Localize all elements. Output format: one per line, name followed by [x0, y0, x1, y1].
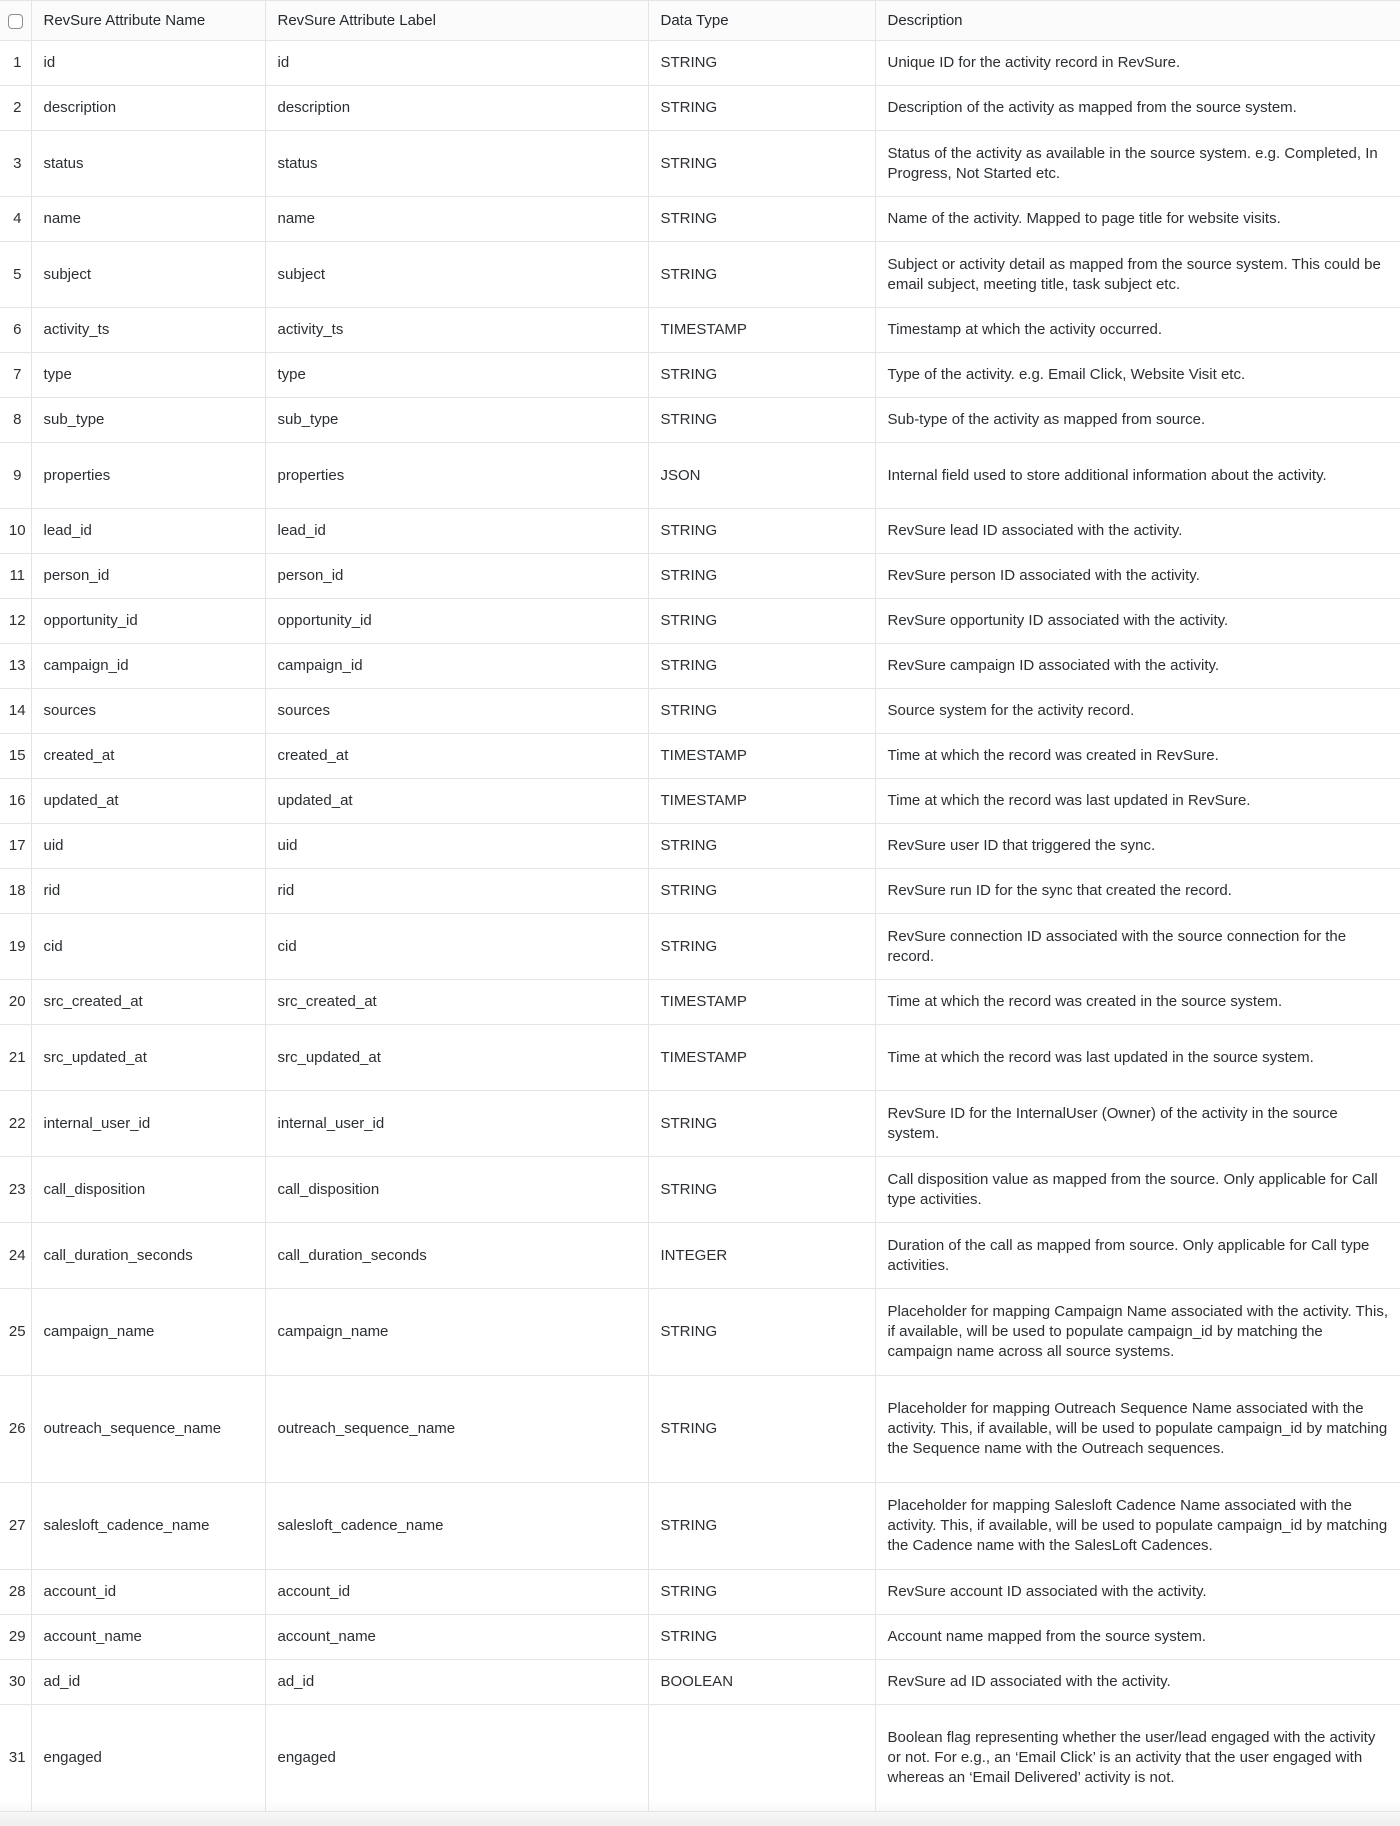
- attribute-name-cell: salesloft_cadence_name: [31, 1483, 265, 1570]
- attribute-label-cell: account_id: [265, 1570, 648, 1615]
- attribute-name-cell: sources: [31, 689, 265, 734]
- data-type-cell: STRING: [648, 398, 875, 443]
- description-cell: Account name mapped from the source system.: [875, 1615, 1400, 1660]
- attribute-name-cell: engaged: [31, 1705, 265, 1812]
- description-cell: Time at which the record was last updated in RevSure.: [875, 779, 1400, 824]
- data-type-cell: STRING: [648, 869, 875, 914]
- table-row[interactable]: [0, 1157, 1400, 1223]
- table-row[interactable]: [0, 1483, 1400, 1570]
- row-number: 21: [0, 1025, 31, 1091]
- row-number: 30: [0, 1660, 31, 1705]
- table-row[interactable]: [0, 644, 1400, 689]
- attribute-label-cell: cid: [265, 914, 648, 980]
- attribute-label-cell: opportunity_id: [265, 599, 648, 644]
- description-cell: Call disposition value as mapped from the source. Only applicable for Call type activities.: [875, 1157, 1400, 1223]
- attribute-label-cell: src_created_at: [265, 980, 648, 1025]
- row-number: 28: [0, 1570, 31, 1615]
- data-type-cell: TIMESTAMP: [648, 779, 875, 824]
- attribute-name-cell: activity_ts: [31, 308, 265, 353]
- row-number: 15: [0, 734, 31, 779]
- table-row[interactable]: [0, 443, 1400, 509]
- table-row[interactable]: [0, 131, 1400, 197]
- table-row[interactable]: [0, 1376, 1400, 1483]
- description-cell: Status of the activity as available in the source system. e.g. Completed, In Progress, Not Started etc.: [875, 131, 1400, 197]
- attribute-name-cell: cid: [31, 914, 265, 980]
- data-type-cell: STRING: [648, 86, 875, 131]
- row-number: 23: [0, 1157, 31, 1223]
- data-type-cell: STRING: [648, 1376, 875, 1483]
- description-cell: Type of the activity. e.g. Email Click, Website Visit etc.: [875, 353, 1400, 398]
- table-row[interactable]: [0, 353, 1400, 398]
- description-cell: Time at which the record was last updated in the source system.: [875, 1025, 1400, 1091]
- table-row[interactable]: [0, 554, 1400, 599]
- data-type-cell: STRING: [648, 1615, 875, 1660]
- description-cell: RevSure connection ID associated with the source connection for the record.: [875, 914, 1400, 980]
- attribute-name-cell: status: [31, 131, 265, 197]
- attribute-label-cell: campaign_id: [265, 644, 648, 689]
- attribute-name-cell: account_name: [31, 1615, 265, 1660]
- description-cell: Unique ID for the activity record in RevSure.: [875, 41, 1400, 86]
- row-number: 9: [0, 443, 31, 509]
- table-row[interactable]: [0, 86, 1400, 131]
- attribute-name-cell: name: [31, 197, 265, 242]
- table-row[interactable]: [0, 980, 1400, 1025]
- data-type-cell: STRING: [648, 1091, 875, 1157]
- attribute-name-cell: campaign_id: [31, 644, 265, 689]
- column-header-name[interactable]: RevSure Attribute Name: [31, 1, 265, 41]
- table-row[interactable]: [0, 398, 1400, 443]
- description-cell: RevSure run ID for the sync that created the record.: [875, 869, 1400, 914]
- table-row[interactable]: [0, 689, 1400, 734]
- data-type-cell: STRING: [648, 599, 875, 644]
- table-row[interactable]: [0, 1025, 1400, 1091]
- row-number: 18: [0, 869, 31, 914]
- row-number: 4: [0, 197, 31, 242]
- description-cell: RevSure person ID associated with the activity.: [875, 554, 1400, 599]
- attribute-label-cell: properties: [265, 443, 648, 509]
- attribute-label-cell: person_id: [265, 554, 648, 599]
- table-row[interactable]: [0, 197, 1400, 242]
- attribute-name-cell: campaign_name: [31, 1289, 265, 1376]
- attribute-name-cell: subject: [31, 242, 265, 308]
- table-row[interactable]: [0, 308, 1400, 353]
- attribute-name-cell: person_id: [31, 554, 265, 599]
- attribute-name-cell: id: [31, 41, 265, 86]
- attribute-name-cell: rid: [31, 869, 265, 914]
- row-number: 20: [0, 980, 31, 1025]
- attribute-label-cell: lead_id: [265, 509, 648, 554]
- data-type-cell: TIMESTAMP: [648, 734, 875, 779]
- select-all-cell: [0, 1, 31, 41]
- table-row[interactable]: [0, 242, 1400, 308]
- data-type-cell: STRING: [648, 914, 875, 980]
- row-number: 22: [0, 1091, 31, 1157]
- description-cell: Time at which the record was created in RevSure.: [875, 734, 1400, 779]
- table-row[interactable]: [0, 779, 1400, 824]
- attribute-label-cell: ad_id: [265, 1660, 648, 1705]
- attribute-name-cell: opportunity_id: [31, 599, 265, 644]
- row-number: 29: [0, 1615, 31, 1660]
- data-type-cell: STRING: [648, 41, 875, 86]
- attribute-label-cell: salesloft_cadence_name: [265, 1483, 648, 1570]
- table-row[interactable]: [0, 1660, 1400, 1705]
- data-type-cell: STRING: [648, 689, 875, 734]
- attribute-name-cell: internal_user_id: [31, 1091, 265, 1157]
- description-cell: RevSure user ID that triggered the sync.: [875, 824, 1400, 869]
- attribute-label-cell: activity_ts: [265, 308, 648, 353]
- row-number: 8: [0, 398, 31, 443]
- data-type-cell: STRING: [648, 353, 875, 398]
- table-row[interactable]: [0, 1289, 1400, 1376]
- attribute-label-cell: created_at: [265, 734, 648, 779]
- data-type-cell: INTEGER: [648, 1223, 875, 1289]
- attribute-label-cell: id: [265, 41, 648, 86]
- row-number: 17: [0, 824, 31, 869]
- table-row[interactable]: [0, 734, 1400, 779]
- table-row[interactable]: [0, 1223, 1400, 1289]
- row-number: 6: [0, 308, 31, 353]
- row-number: 31: [0, 1705, 31, 1812]
- row-number: 25: [0, 1289, 31, 1376]
- attribute-label-cell: name: [265, 197, 648, 242]
- description-cell: Placeholder for mapping Campaign Name associated with the activity. This, if available, will be used to populate campaign_id by matching the campaign name across all source systems.: [875, 1289, 1400, 1376]
- attribute-name-cell: ad_id: [31, 1660, 265, 1705]
- column-header-type[interactable]: Data Type: [648, 1, 875, 41]
- row-number: 10: [0, 509, 31, 554]
- row-number: 12: [0, 599, 31, 644]
- attribute-label-cell: campaign_name: [265, 1289, 648, 1376]
- data-type-cell: STRING: [648, 1570, 875, 1615]
- attribute-label-cell: updated_at: [265, 779, 648, 824]
- attribute-label-cell: account_name: [265, 1615, 648, 1660]
- data-type-cell: BOOLEAN: [648, 1660, 875, 1705]
- table-row[interactable]: [0, 1570, 1400, 1615]
- attribute-label-cell: subject: [265, 242, 648, 308]
- row-number: 2: [0, 86, 31, 131]
- description-cell: Name of the activity. Mapped to page title for website visits.: [875, 197, 1400, 242]
- attribute-label-cell: sub_type: [265, 398, 648, 443]
- attribute-label-cell: rid: [265, 869, 648, 914]
- data-type-cell: TIMESTAMP: [648, 308, 875, 353]
- description-cell: RevSure opportunity ID associated with the activity.: [875, 599, 1400, 644]
- attribute-label-cell: engaged: [265, 1705, 648, 1812]
- attribute-label-cell: uid: [265, 824, 648, 869]
- table-row[interactable]: [0, 599, 1400, 644]
- description-cell: Subject or activity detail as mapped from the source system. This could be email subject, meeting title, task subject etc.: [875, 242, 1400, 308]
- row-number: 5: [0, 242, 31, 308]
- attribute-name-cell: description: [31, 86, 265, 131]
- data-type-cell: TIMESTAMP: [648, 1025, 875, 1091]
- description-cell: Sub-type of the activity as mapped from source.: [875, 398, 1400, 443]
- attribute-name-cell: src_created_at: [31, 980, 265, 1025]
- data-type-cell: STRING: [648, 131, 875, 197]
- table-row[interactable]: [0, 509, 1400, 554]
- column-header-label[interactable]: RevSure Attribute Label: [265, 1, 648, 41]
- row-number: 16: [0, 779, 31, 824]
- description-cell: Description of the activity as mapped from the source system.: [875, 86, 1400, 131]
- row-number: 1: [0, 41, 31, 86]
- attribute-label-cell: description: [265, 86, 648, 131]
- data-type-cell: STRING: [648, 197, 875, 242]
- description-cell: Placeholder for mapping Outreach Sequence Name associated with the activity. This, if available, will be used to populate campaign_id by matching the Sequence name with the Outreach sequences.: [875, 1376, 1400, 1483]
- data-type-cell: JSON: [648, 443, 875, 509]
- table-row[interactable]: [0, 914, 1400, 980]
- data-type-cell: STRING: [648, 1157, 875, 1223]
- attribute-name-cell: sub_type: [31, 398, 265, 443]
- data-type-cell: [648, 1705, 875, 1812]
- table-row[interactable]: [0, 869, 1400, 914]
- attribute-label-cell: status: [265, 131, 648, 197]
- attribute-label-cell: call_disposition: [265, 1157, 648, 1223]
- attribute-label-cell: src_updated_at: [265, 1025, 648, 1091]
- data-type-cell: STRING: [648, 644, 875, 689]
- table-row[interactable]: [0, 1705, 1400, 1812]
- description-cell: Duration of the call as mapped from source. Only applicable for Call type activities.: [875, 1223, 1400, 1289]
- attribute-label-cell: type: [265, 353, 648, 398]
- description-cell: RevSure account ID associated with the activity.: [875, 1570, 1400, 1615]
- data-type-cell: STRING: [648, 824, 875, 869]
- column-header-description[interactable]: Description: [875, 1, 1400, 41]
- description-cell: Placeholder for mapping Salesloft Cadence Name associated with the activity. This, if available, will be used to populate campaign_id by matching the Cadence name with the SalesLoft Cadences.: [875, 1483, 1400, 1570]
- row-number: 3: [0, 131, 31, 197]
- attribute-name-cell: lead_id: [31, 509, 265, 554]
- row-number: 7: [0, 353, 31, 398]
- row-number: 26: [0, 1376, 31, 1483]
- description-cell: Internal field used to store additional information about the activity.: [875, 443, 1400, 509]
- data-type-cell: STRING: [648, 1483, 875, 1570]
- table-row[interactable]: [0, 1615, 1400, 1660]
- data-type-cell: STRING: [648, 242, 875, 308]
- attribute-label-cell: outreach_sequence_name: [265, 1376, 648, 1483]
- description-cell: RevSure ad ID associated with the activity.: [875, 1660, 1400, 1705]
- table-row[interactable]: [0, 824, 1400, 869]
- table-row[interactable]: [0, 1091, 1400, 1157]
- row-number: 24: [0, 1223, 31, 1289]
- row-number: 13: [0, 644, 31, 689]
- attribute-name-cell: uid: [31, 824, 265, 869]
- row-number: 14: [0, 689, 31, 734]
- table-row[interactable]: [0, 41, 1400, 86]
- description-cell: Boolean flag representing whether the user/lead engaged with the activity or not. For e.g., an ‘Email Click’ is an activity that the user engaged with whereas an ‘Email Delivered’ activity is not.: [875, 1705, 1400, 1812]
- select-all-checkbox[interactable]: [8, 14, 23, 29]
- data-type-cell: TIMESTAMP: [648, 980, 875, 1025]
- row-number: 19: [0, 914, 31, 980]
- description-cell: RevSure ID for the InternalUser (Owner) of the activity in the source system.: [875, 1091, 1400, 1157]
- header-row: [0, 1, 1400, 41]
- attribute-label-cell: sources: [265, 689, 648, 734]
- attribute-name-cell: type: [31, 353, 265, 398]
- data-type-cell: STRING: [648, 554, 875, 599]
- table-body: [0, 41, 1400, 1812]
- data-type-cell: STRING: [648, 509, 875, 554]
- attribute-name-cell: properties: [31, 443, 265, 509]
- attribute-name-cell: src_updated_at: [31, 1025, 265, 1091]
- table-header: [0, 1, 1400, 41]
- attribute-name-cell: account_id: [31, 1570, 265, 1615]
- attribute-name-cell: created_at: [31, 734, 265, 779]
- attribute-label-cell: call_duration_seconds: [265, 1223, 648, 1289]
- description-cell: RevSure lead ID associated with the activity.: [875, 509, 1400, 554]
- attribute-name-cell: call_duration_seconds: [31, 1223, 265, 1289]
- row-number: 11: [0, 554, 31, 599]
- row-number: 27: [0, 1483, 31, 1570]
- description-cell: RevSure campaign ID associated with the activity.: [875, 644, 1400, 689]
- data-type-cell: STRING: [648, 1289, 875, 1376]
- description-cell: Source system for the activity record.: [875, 689, 1400, 734]
- attribute-label-cell: internal_user_id: [265, 1091, 648, 1157]
- description-cell: Timestamp at which the activity occurred.: [875, 308, 1400, 353]
- attribute-name-cell: outreach_sequence_name: [31, 1376, 265, 1483]
- attribute-name-cell: call_disposition: [31, 1157, 265, 1223]
- attribute-name-cell: updated_at: [31, 779, 265, 824]
- description-cell: Time at which the record was created in the source system.: [875, 980, 1400, 1025]
